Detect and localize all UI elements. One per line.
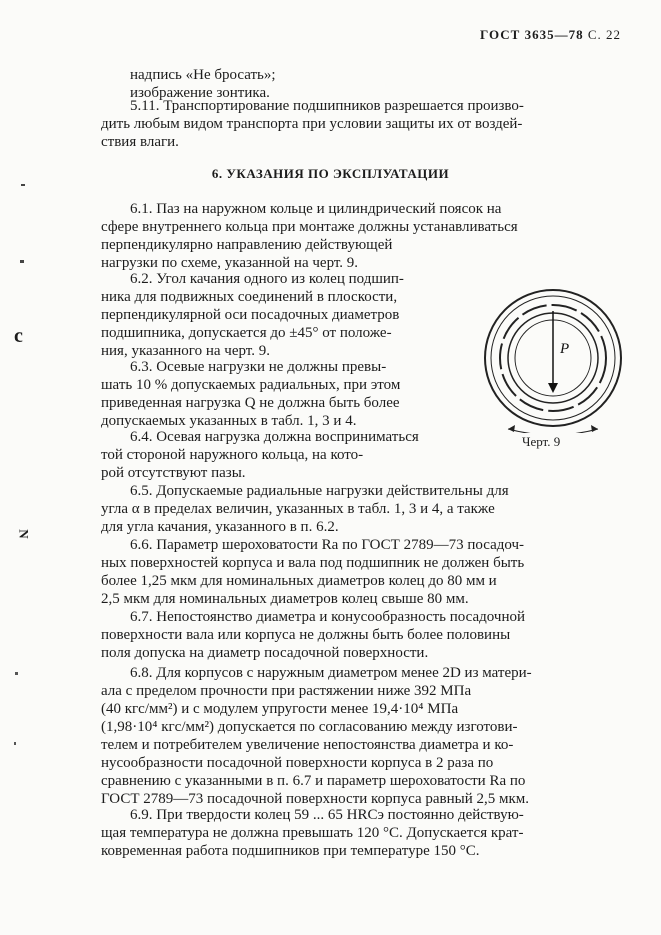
page-header — [480, 27, 621, 43]
figure-caption: Черт. 9 — [522, 434, 561, 449]
text-line: (40 кгс/мм²) и с модулем упругости менее 19,4·10⁴ МПа — [101, 701, 459, 717]
text-line: ГОСТ 2789—73 посадочной поверхности корпуса равный 2,5 мкм. — [101, 791, 529, 807]
text-line: нусообразности посадочной поверхности корпуса в 2 раза по — [101, 755, 494, 771]
text-line: шать 10 % допускаемых радиальных, при этом — [101, 377, 401, 393]
page-number: С. 22 — [587, 27, 621, 42]
text-line: ковременная работа подшипников при температуре 150 °С. — [101, 843, 480, 859]
text-line: щая температура не должна превышать 120 °С. Допускается крат- — [101, 825, 524, 841]
text-line: для угла качания, указанного в п. 6.2. — [101, 519, 339, 535]
text-line: приведенная нагрузка Q не должна быть более — [101, 395, 400, 411]
text-line: 2,5 мкм для номинальных диаметров колец свыше 80 мм. — [101, 591, 469, 607]
text-line: допускаемых указанных в табл. 1, 3 и 4. — [101, 413, 357, 429]
text-line: ния, указанного на черт. 9. — [101, 343, 270, 359]
text-line: более 1,25 мкм для номинальных диаметров колец до 80 мм и — [101, 573, 497, 589]
text-line: дить любым видом транспорта при условии защиты их от воздей- — [101, 116, 523, 132]
margin-mark — [21, 184, 25, 186]
text-line: ствия влаги. — [101, 134, 179, 150]
text-line: 6.1. Паз на наружном кольце и цилиндрический поясок на — [130, 201, 502, 217]
text-line: 6.7. Непостоянство диаметра и конусообразность посадочной — [130, 609, 526, 625]
section-title: 6. УКАЗАНИЯ ПО ЭКСПЛУАТАЦИИ — [211, 166, 450, 181]
text-line: 6.9. При твердости колец 59 ... 65 HRCэ постоянно действую- — [130, 807, 524, 823]
margin-mark — [14, 742, 16, 745]
text-line: 6.3. Осевые нагрузки не должны превы- — [130, 359, 387, 375]
text-line: телем и потребителем увеличение непостоянства диаметра и ко- — [101, 737, 514, 753]
margin-mark: c — [14, 325, 23, 347]
margin-mark — [15, 672, 18, 675]
text-line: угла α в пределах величин, указанных в табл. 1, 3 и 4, а также — [101, 501, 495, 517]
text-line: ника для подвижных соединений в плоскости, — [101, 289, 398, 305]
text-line: сравнению с указанными в п. 6.7 и параметр шероховатости Ra по — [101, 773, 526, 789]
load-label: P — [560, 341, 570, 357]
text-line: подшипника, допускается до ±45° от положе- — [101, 325, 392, 341]
text-line: 6.6. Параметр шероховатости Ra по ГОСТ 2789—73 посадоч- — [130, 537, 525, 553]
text-line: 6.2. Угол качания одного из колец подшип- — [130, 271, 404, 287]
text-line: сфере внутреннего кольца при монтаже должны устанавливаться — [101, 219, 518, 235]
text-line: надпись «Не бросать»; — [130, 67, 276, 83]
text-line: поверхности вала или корпуса не должны быть более половины — [101, 627, 511, 643]
bearing-drawing — [478, 283, 628, 433]
text-line: 5.11. Транспортирование подшипников разрешается произво- — [130, 98, 524, 114]
bearing-figure — [478, 283, 628, 458]
text-line: ала с пределом прочности при растяжении ниже 392 МПа — [101, 683, 472, 699]
margin-mark: N — [16, 529, 32, 539]
standard-number: ГОСТ 3635—78 — [480, 27, 584, 42]
text-line: перпендикулярно направлению действующей — [101, 237, 393, 253]
text-line: 6.5. Допускаемые радиальные нагрузки действительны для — [130, 483, 509, 499]
text-line: рой отсутствуют пазы. — [101, 465, 246, 481]
text-line: поля допуска на диаметр посадочной поверхности. — [101, 645, 429, 661]
text-line: ных поверхностей корпуса и вала под подшипник не должен быть — [101, 555, 525, 571]
text-line: 6.4. Осевая нагрузка должна восприниматься — [130, 429, 419, 445]
text-line: (1,98·10⁴ кгс/мм²) допускается по согласованию между изготови- — [101, 719, 518, 735]
text-line: 6.8. Для корпусов с наружным диаметром менее 2D из матери- — [130, 665, 532, 681]
margin-mark — [20, 260, 24, 263]
text-line: нагрузки по схеме, указанной на черт. 9. — [101, 255, 359, 271]
text-line: той стороной наружного кольца, на кото- — [101, 447, 364, 463]
text-line: изображение зонтика. — [130, 85, 270, 101]
text-line: перпендикулярной оси посадочных диаметров — [101, 307, 400, 323]
